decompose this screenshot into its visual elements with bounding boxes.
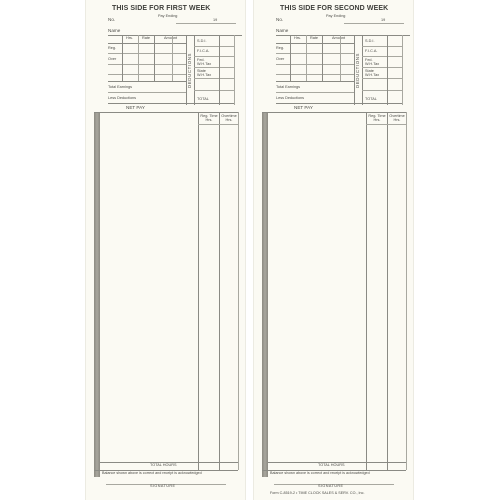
signature-label: SIGNATURE [318, 484, 344, 488]
grid-line [219, 35, 220, 105]
grid-line [276, 53, 354, 54]
grid-line [276, 92, 354, 93]
card-title: THIS SIDE FOR FIRST WEEK [112, 5, 211, 12]
grid-line [138, 35, 139, 81]
reg-time-hrs: Reg. Time Hrs. [368, 114, 386, 123]
grid-line [340, 35, 341, 81]
grid-line [94, 112, 238, 113]
total-earnings: Total Earnings [108, 85, 133, 89]
grid-line [108, 92, 186, 93]
grid-line [262, 112, 406, 113]
col-hrs: Hrs. [126, 36, 133, 40]
less-deductions: Less Deductions [108, 96, 137, 100]
net-pay-label: NET PAY [126, 105, 145, 110]
total-earnings: Total Earnings [276, 85, 301, 89]
grid-line [172, 35, 173, 81]
grid-line [194, 78, 234, 79]
grid-line [108, 53, 186, 54]
card-title: THIS SIDE FOR SECOND WEEK [280, 5, 389, 12]
overtime-hrs: Overtime Hrs. [221, 114, 237, 123]
grid-line [276, 43, 354, 44]
grid-line [194, 67, 234, 68]
col-amount: Amount [332, 36, 346, 40]
total-label: TOTAL [197, 97, 209, 101]
no-label: No. [108, 17, 116, 22]
grid-line [406, 112, 407, 470]
ded-sdi: S.D.I. [365, 39, 375, 43]
time-stamp-bar [262, 113, 268, 477]
no-label: No. [276, 17, 284, 22]
pay-ending-label: Pay Ending [326, 14, 346, 18]
pay-ending-label: Pay Ending [158, 14, 178, 18]
col-hrs: Hrs. [294, 36, 301, 40]
pay-ending-line [344, 23, 404, 24]
col-rate: Rate [142, 36, 151, 40]
time-card-second-week [254, 0, 413, 500]
grid-line [108, 74, 186, 75]
grid-line [362, 56, 402, 57]
grid-line [402, 35, 403, 105]
grid-line [387, 112, 388, 470]
grid-line [234, 35, 235, 105]
form-footer: Form C-8519-2 • TIME CLOCK SALES & SERV. CO., Inc. [270, 491, 365, 495]
overtime-hrs: Overtime Hrs. [389, 114, 405, 123]
grid-line [362, 46, 402, 47]
balance-text: Balance shown above is correct and receipt is acknowledged [102, 471, 202, 475]
year-prefix: 19 [213, 18, 218, 22]
col-rate: Rate [310, 36, 319, 40]
grid-line [194, 90, 234, 91]
grid-line [290, 35, 291, 81]
total-hours-label: TOTAL HOURS [150, 463, 177, 467]
grid-line [108, 81, 186, 82]
ded-state: State W.H.Tax [365, 69, 380, 78]
row-over: Over [276, 57, 285, 61]
ded-fed: Fed. W.H.Tax [197, 58, 212, 67]
grid-line [108, 64, 186, 65]
time-card-first-week [86, 0, 245, 500]
year-prefix: 19 [381, 18, 386, 22]
total-label: TOTAL [365, 97, 377, 101]
less-deductions: Less Deductions [276, 96, 305, 100]
grid-line [194, 56, 234, 57]
grid-line [322, 35, 323, 81]
grid-line [122, 35, 123, 81]
grid-line [276, 103, 402, 104]
grid-line [108, 43, 186, 44]
ded-fica: F.I.C.A. [197, 49, 210, 53]
grid-line [198, 124, 238, 125]
grid-line [154, 35, 155, 81]
grid-line [276, 64, 354, 65]
grid-line [362, 78, 402, 79]
grid-line [362, 90, 402, 91]
name-label: Name [108, 28, 121, 33]
time-stamp-bar [94, 113, 100, 477]
ded-fed: Fed. W.H.Tax [365, 58, 380, 67]
grid-line [306, 35, 307, 81]
ded-sdi: S.D.I. [197, 39, 207, 43]
ded-state: State W.H.Tax [197, 69, 212, 78]
ded-fica: F.I.C.A. [365, 49, 378, 53]
grid-line [238, 112, 239, 470]
grid-line [276, 81, 354, 82]
deductions-label: DEDUCTIONS [355, 52, 360, 88]
balance-text: Balance shown above is correct and receipt is acknowledged [270, 471, 370, 475]
grid-line [108, 103, 234, 104]
row-over: Over [108, 57, 117, 61]
grid-line [366, 112, 367, 470]
col-amount: Amount [164, 36, 178, 40]
grid-line [387, 35, 388, 105]
row-reg: Reg. [108, 46, 117, 50]
grid-line [194, 46, 234, 47]
grid-line [362, 67, 402, 68]
pay-ending-line [176, 23, 236, 24]
signature-label: SIGNATURE [150, 484, 176, 488]
grid-line [366, 124, 406, 125]
row-reg: Reg. [276, 46, 285, 50]
grid-line [198, 112, 199, 470]
grid-line [219, 112, 220, 470]
name-label: Name [276, 28, 289, 33]
deductions-label: DEDUCTIONS [187, 52, 192, 88]
net-pay-label: NET PAY [294, 105, 313, 110]
grid-line [276, 74, 354, 75]
total-hours-label: TOTAL HOURS [318, 463, 345, 467]
reg-time-hrs: Reg. Time Hrs. [200, 114, 218, 123]
